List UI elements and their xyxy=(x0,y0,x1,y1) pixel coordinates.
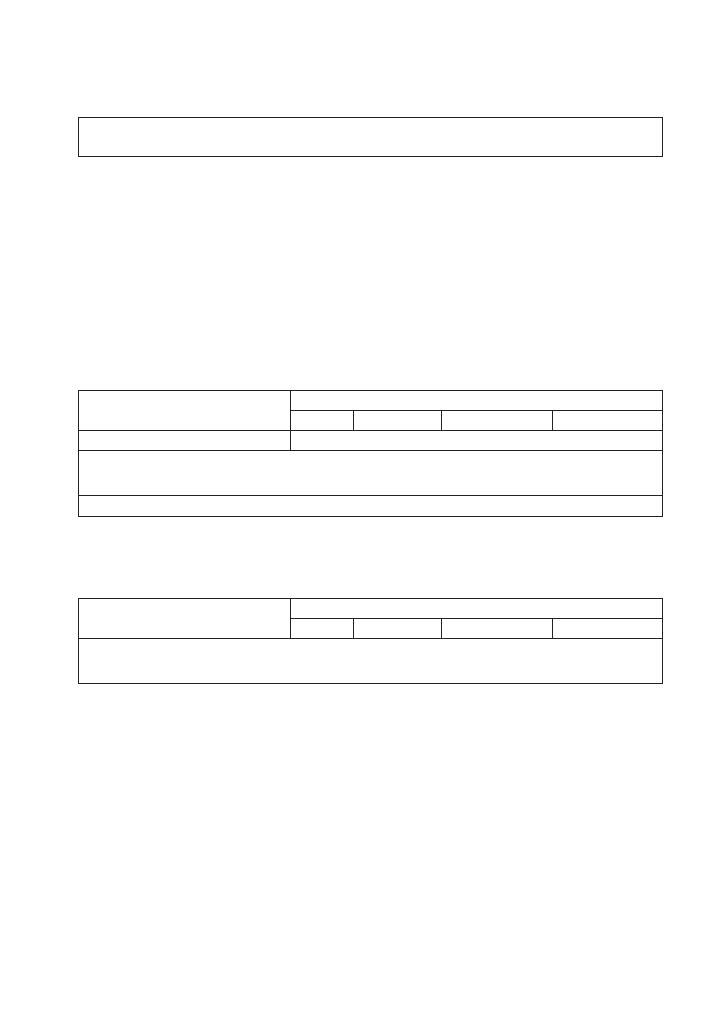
table-4-header-plan xyxy=(291,599,663,619)
col-M xyxy=(553,619,663,639)
mold-row-item xyxy=(79,431,291,451)
section-3-5-heading xyxy=(88,768,102,781)
table-3-footnote xyxy=(79,496,663,517)
table-note xyxy=(79,118,663,157)
col-n xyxy=(291,619,354,639)
section-3-6-heading xyxy=(88,862,102,875)
table-4-header-item xyxy=(79,599,291,639)
col-m xyxy=(442,619,553,639)
section-3-5-3 xyxy=(130,835,141,848)
microbial-table xyxy=(78,390,663,517)
pathogen-table xyxy=(78,598,663,684)
table-3-note xyxy=(79,451,663,496)
table-3-header-item xyxy=(79,391,291,431)
col-c xyxy=(354,619,442,639)
col-n xyxy=(291,411,354,431)
col-c xyxy=(354,411,442,431)
section-3-5-2 xyxy=(130,816,141,829)
heavy-metal-table xyxy=(78,117,663,157)
col-M xyxy=(553,411,663,431)
mold-row-value xyxy=(291,431,663,451)
section-3-4-heading xyxy=(88,310,102,323)
table-4-note xyxy=(79,639,663,684)
col-m xyxy=(442,411,553,431)
table-3-header-plan xyxy=(291,391,663,411)
section-3-5-1 xyxy=(130,797,141,810)
